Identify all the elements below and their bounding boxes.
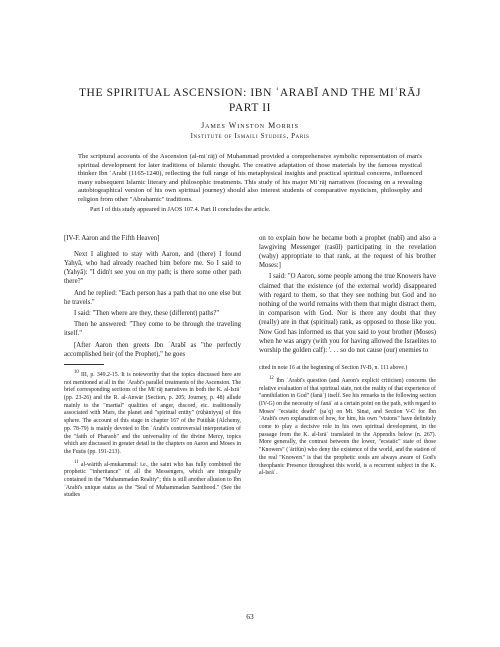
body-columns (64, 234, 436, 503)
right-column (259, 234, 436, 503)
page-number: 63 (246, 612, 254, 621)
paragraph: I said: "O Aaron, some people among the true Knowers have claimed that the existence (of the external world) disappeared with regard to them, so that they see nothing but God and no nothing of the world remains with them that might distract them, in comparison with God. Nor is there any doubt that they (really) are in that (spiritual) rank, as opposed to those like you. Now God has informed us that you said to your brother (Moses) when he was angry (with you for having allowed the Israelites to worship the golden calf): '. . . so do not cause (our) enemies to (259, 273, 436, 354)
article-title (64, 86, 436, 116)
footnote (64, 369, 241, 457)
author-institution: Institute of Ismaili Studies, Paris (190, 132, 310, 140)
paragraph: Then he answered: "They come to be through the traveling itself." (64, 321, 241, 338)
footnote-mark: 12 (269, 375, 274, 381)
author-name: James Winston Morris (201, 121, 299, 130)
abstract: The scriptural accounts of the Ascension (al-miʿrāj) of Muhammad provided a comprehensive symbolic representation of man's spiritual development for later traditions of Islamic thought. The creative adaptation of those materials by the famous mystical thinker Ibn ʿArabī (1165-1240), reflecting the full range of his metaphysical insights and practical spiritual concerns, influenced many subsequent Islamic literary and philosophic treatments. This study of his major Miʿrāj narratives (focusing on a revealing autobiographical version of his own spiritual journey) should also interest students of comparative mysticism, philosophy and religion from other "Abrahamic" traditions. (78, 153, 422, 203)
title-line-2: PART II (228, 102, 272, 114)
title-line-1: THE SPIRITUAL ASCENSION: IBN ʿARABĪ AND THE MIʿRĀJ (78, 87, 422, 99)
footnote-continued: cited in note 16 at the beginning of Section IV-B, n. 111 above.) (259, 365, 408, 372)
footnote-text: Ibn ʿArabī's question (and Aaron's explicit criticism) concerns the relative evaluation of that spiritual state, not the reality of that experience of "annihilation in God" (fanāʾ) itself. See his remarks in the following section (IV-G) on the necessity of fanāʾ at a certain point on the path, with regard to Moses' "ecstatic death" (ṣaʿq) on Mt. Sinai, and Section V-C for Ibn ʿArabī's own explanation of how, for him, his own "visions" have definitely come to play a decisive role in his own spiritual development, in the passage from the K. al-Isrāʾ translated in the Appendix below (n. 267). More generally, the contrast between the lower, "ecstatic" state of those "Knowers" (ʿārifūn) who deny the existence of the world, and the station of the real "Knowers" is that the prophetic souls are always aware of God's theophanic Presence throughout this world, is a recurrent subject in the K. al-Isrāʾ. (259, 377, 436, 477)
footnote-mark: 10 (74, 370, 79, 375)
paragraph: [After Aaron then greets Ibn ʿArabī as "the perfectly accomplished heir (of the Prophet)," he goes (64, 341, 241, 358)
section-heading: [IV-F. Aaron and the Fifth Heaven] (64, 234, 160, 242)
footnote-text: III, p. 349.2-15. It is noteworthy that the topics discussed here are not mentioned at all in the ʿArabī's parallel treatments of the Ascension. The brief corresponding sections of the Miʿrāj narratives in both the K. al-Isrāʾ (pp. 23-26) and the R. al-Anwār (Section, p. 205; Journey, p. 48) allude mainly to the "martial" qualities of anger, discord, etc. traditionally associated with Mars, the planet and "spiritual entity" (rūḥāniyya) of this sphere. The account of this stage in chapter 167 of the Futūḥāt (Alchemy, pp. 78-79) is mainly devoted to Ibn ʿArabī's controversial interpretation of the "faith of Pharaoh" and the universality of the divine Mercy, topics which are discussed in greater detail in the chapters on Aaron and Moses in the Fuṣūṣ (pp. 191-213). (64, 371, 241, 455)
footnote-mark: 11 (74, 459, 79, 465)
abstract-note: Part I of this study appeared in JAOS 107.4. Part II concludes the article. (90, 205, 271, 213)
paragraph: I said: "Then where are they, these (different) paths?" (74, 309, 220, 317)
footnote (259, 375, 436, 478)
footnote-rule (64, 364, 104, 365)
paragraph: And he replied: "Each person has a path that no one else but he travels." (64, 289, 241, 306)
paragraph: on to explain how he became both a prophet (nabī) and also a lawgiving Messenger (rasūl) participating in the revelation (waḥy) appropriate to that rank, at the request of his brother Moses:] (259, 234, 436, 270)
footnote-text: al-wārith al-mukammal: i.e., the saint who has fully combined the prophetic "inheritance" of all the Messengers, which are integrally contained in the "Muhammadan Reality"; this is still another allusion to Ibn ʿArabī's unique status as the "Seal of Muhammadan Sainthood." (See the studies (64, 461, 241, 499)
footnote (64, 459, 241, 500)
paragraph: Next I alighted to stay with Aaron, and (there) I found Yahyā, who had already reached him before me. So I said to (Yahyā): "I didn't see you on my path; is there some other path there?" (64, 250, 241, 286)
left-column (64, 234, 241, 503)
